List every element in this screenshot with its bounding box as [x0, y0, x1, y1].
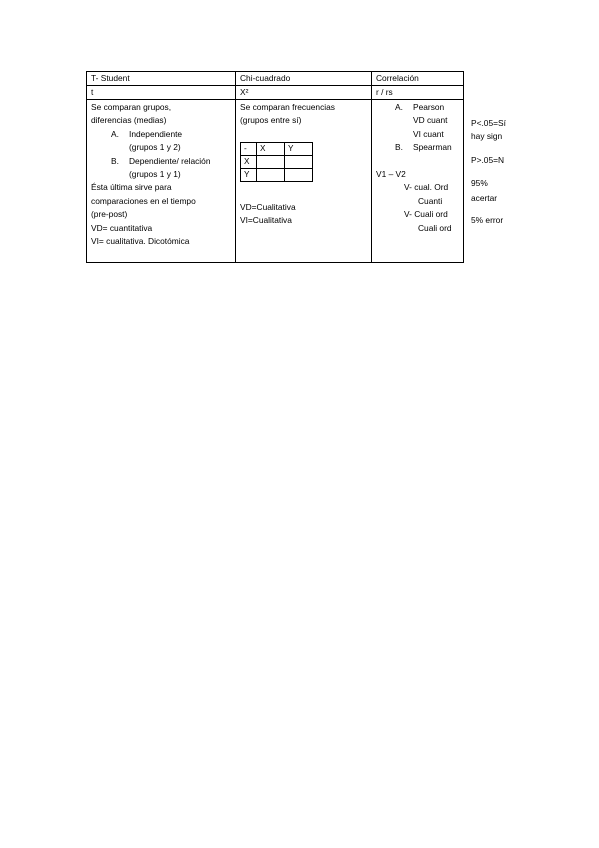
contingency-cell: [285, 156, 313, 169]
contingency-cell: [257, 156, 285, 169]
contingency-cell: [257, 169, 285, 182]
side-note-p-not-significant: P>.05=N: [471, 155, 505, 165]
chi-vi: VI=Cualitativa: [240, 215, 292, 226]
student-line: (pre-post): [91, 209, 128, 220]
student-line: Se comparan grupos,: [91, 102, 172, 112]
corr-v-item-sub: Cuali ord: [418, 222, 452, 233]
student-item-a: [91, 128, 210, 141]
symbol-chi: X²: [240, 87, 249, 97]
student-line: Ésta última sirve para: [91, 182, 172, 193]
student-vd: VD= cuantitativa: [91, 222, 153, 233]
student-vi: VI= cualitativa. Dicotómica: [91, 235, 190, 246]
side-note-confidence: [471, 177, 497, 206]
student-item-a-sub: (grupos 1 y 2): [129, 142, 181, 153]
student-line: diferencias (medias): [91, 115, 167, 126]
chi-line: (grupos entre sí): [240, 115, 302, 126]
contingency-cell: Y: [285, 143, 313, 156]
student-cell: [91, 101, 210, 248]
chi-line: Se comparan frecuencias: [240, 102, 335, 112]
header-correlacion: Correlación: [376, 73, 419, 83]
corr-v-item-sub: Cuanti: [418, 195, 443, 206]
list-marker: A.: [111, 128, 119, 139]
corr-item-b: [376, 141, 452, 154]
corr-item-a-vi: VI cuant: [413, 128, 444, 139]
list-marker: B.: [395, 142, 403, 153]
corr-v1v2: V1 – V2: [376, 168, 406, 179]
header-chi-cuadrado: Chi-cuadrado: [240, 73, 291, 83]
symbol-r: r / rs: [376, 87, 393, 97]
chi-vd: VD=Cualitativa: [240, 202, 296, 212]
chi-variables: [240, 201, 296, 228]
contingency-table: [240, 142, 313, 182]
contingency-cell: Y: [241, 169, 257, 182]
list-marker: A.: [395, 102, 403, 112]
side-note-line: hay sign: [471, 131, 503, 142]
side-note-p-significant: [471, 117, 506, 144]
list-marker: B.: [111, 155, 119, 166]
correlacion-cell: [376, 101, 452, 235]
side-note-error: 5% error: [471, 215, 504, 225]
symbol-t: t: [91, 87, 94, 97]
chi-cell: [240, 101, 335, 128]
symbol-row: [87, 86, 463, 100]
list-label: Dependiente/ relación: [129, 155, 211, 166]
corr-item-a-vd: VD cuant: [413, 115, 448, 126]
list-label: Spearman: [413, 142, 452, 153]
contingency-cell: [285, 169, 313, 182]
student-item-b: [91, 155, 210, 168]
corr-v-item: V- cual. Ord: [404, 182, 449, 193]
header-t-student: T- Student: [91, 73, 130, 83]
contingency-cell: X: [241, 156, 257, 169]
column-divider: [235, 72, 236, 262]
corr-v-item: V- Cuali ord: [404, 209, 448, 220]
student-line: comparaciones en el tiempo: [91, 195, 196, 206]
side-note-line: 95%: [471, 178, 488, 188]
list-label: Pearson: [413, 102, 445, 112]
comparison-table: [86, 71, 464, 263]
side-note-line: acertar: [471, 193, 498, 204]
corr-item-a: [376, 101, 452, 114]
student-item-b-sub: (grupos 1 y 1): [129, 168, 181, 179]
contingency-cell: -: [241, 143, 257, 156]
side-note-line: P<.05=Sí: [471, 118, 506, 128]
contingency-cell: X: [257, 143, 285, 156]
spacer: [376, 155, 452, 168]
column-divider: [371, 72, 372, 262]
list-label: Independiente: [129, 128, 183, 139]
